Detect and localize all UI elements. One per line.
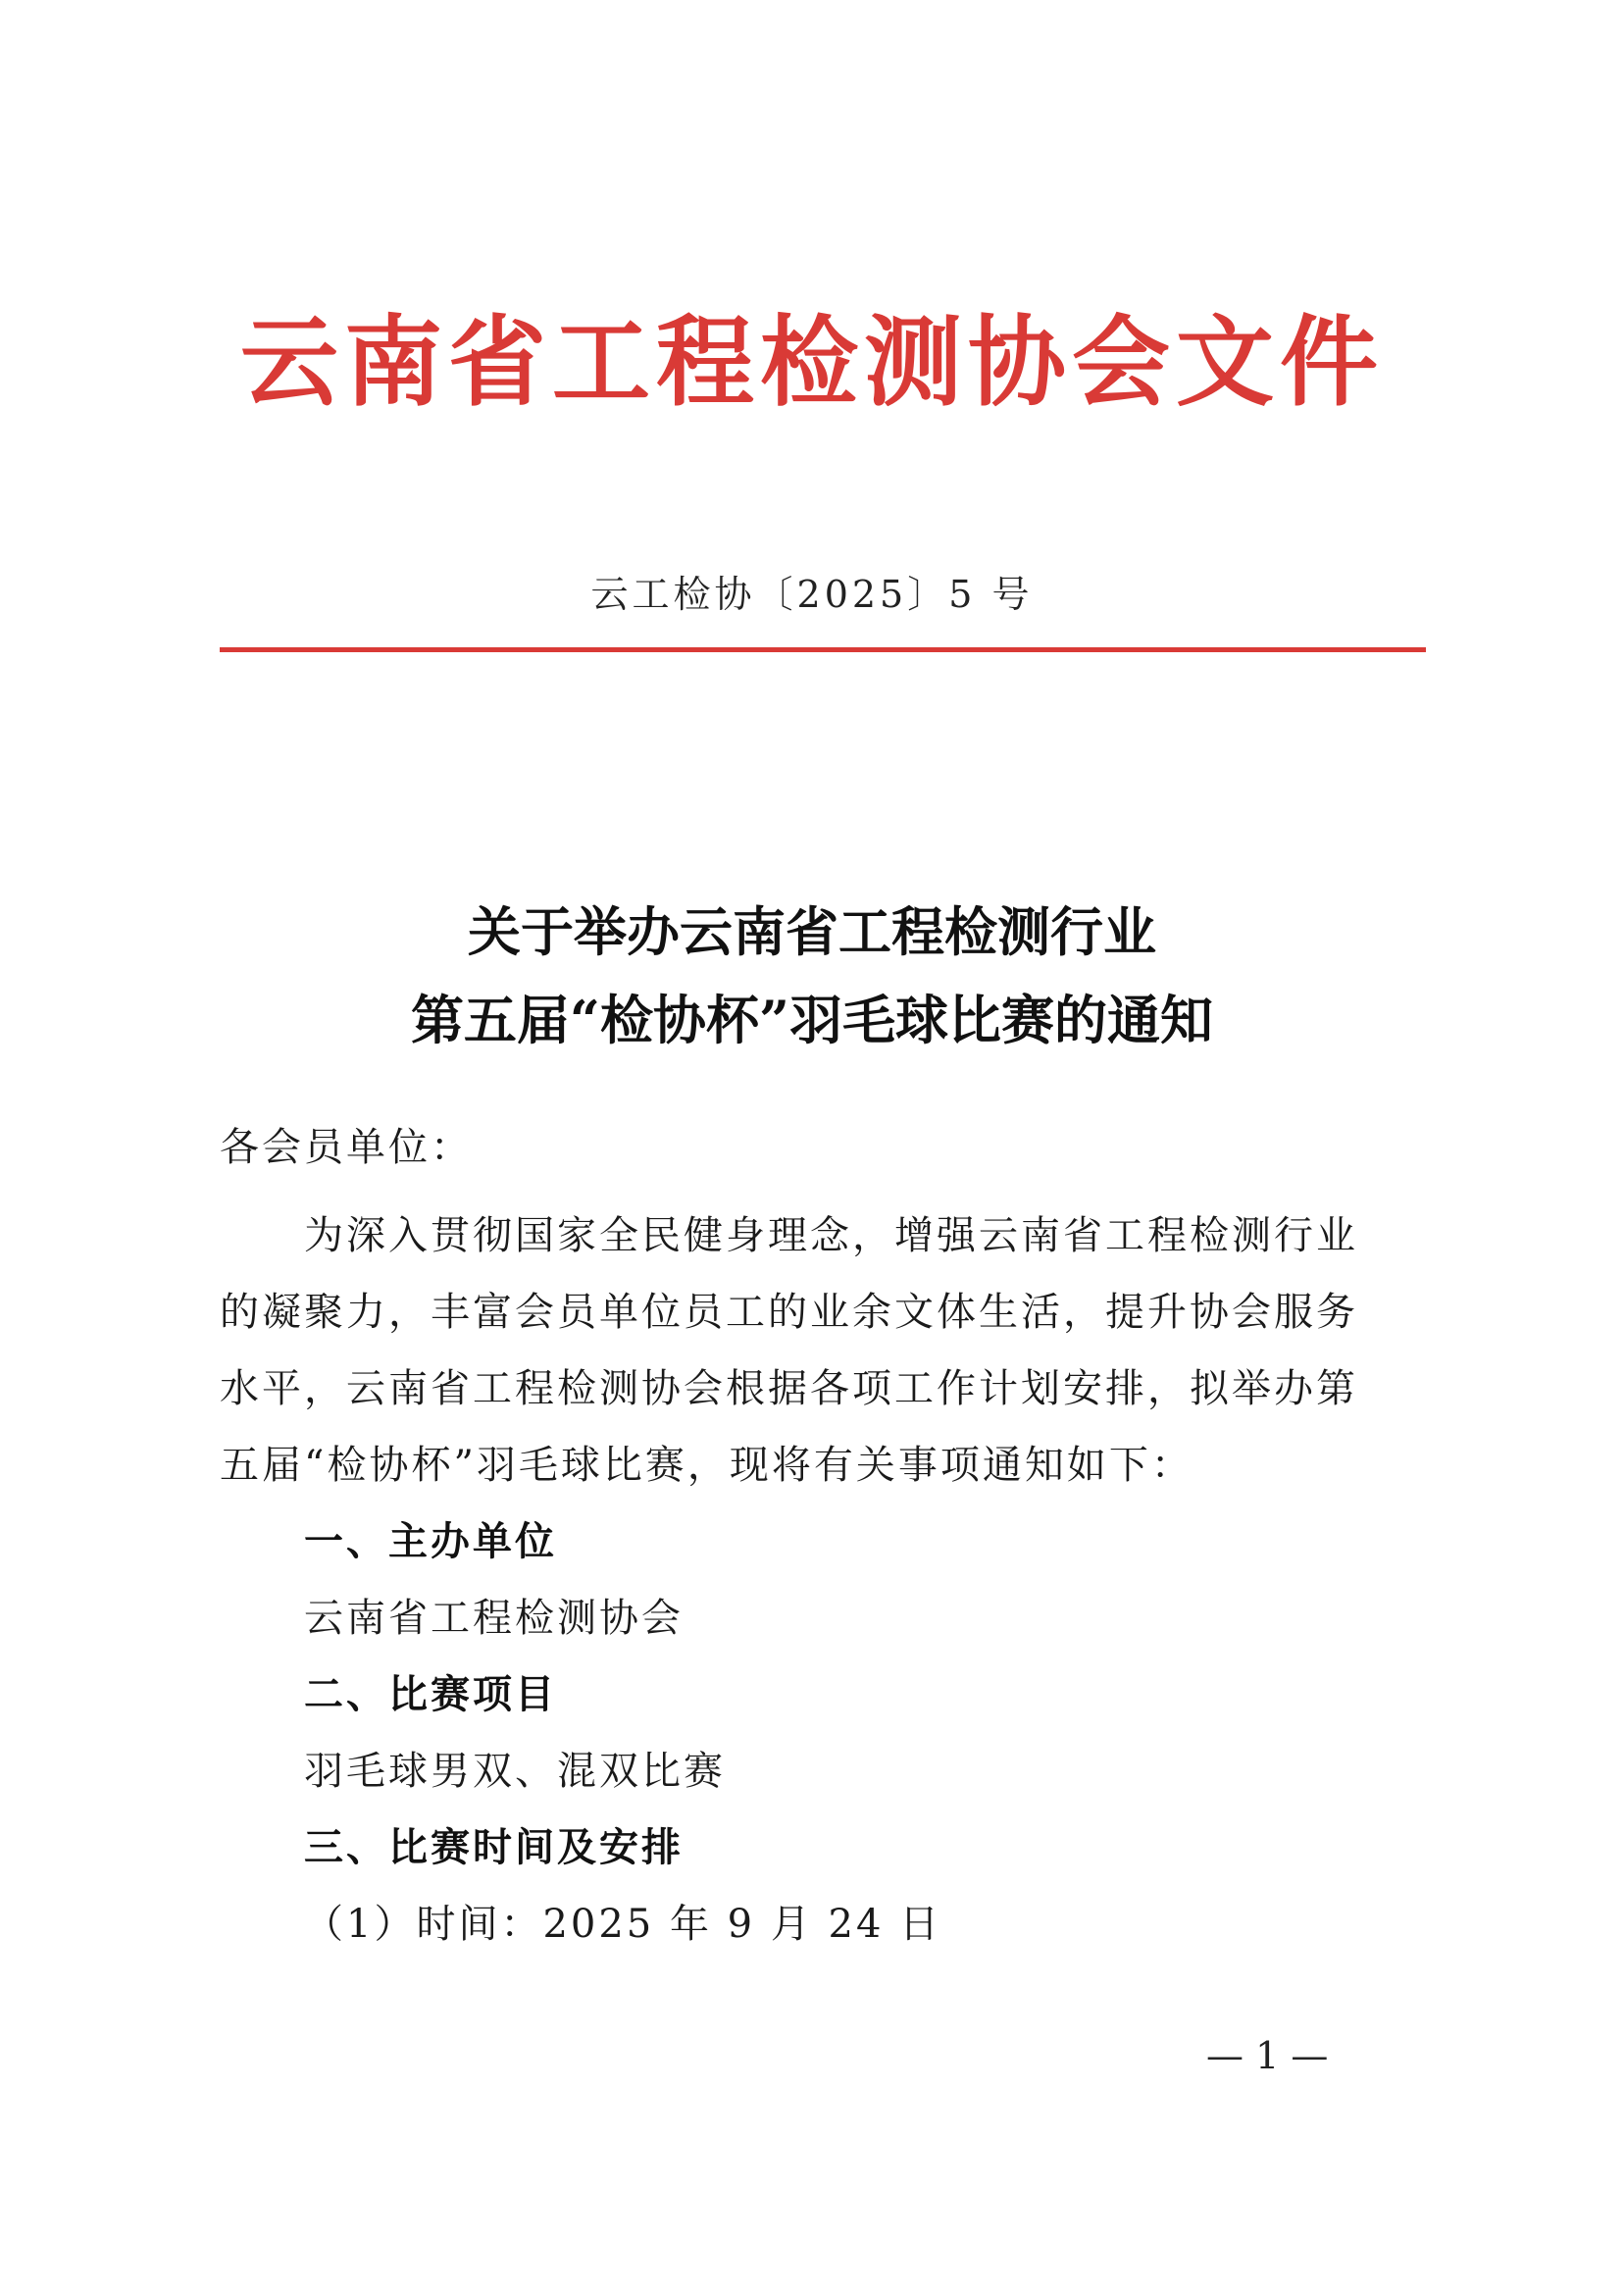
page-number: — 1 —: [1206, 2034, 1329, 2077]
section-content-events: 羽毛球男双、混双比赛: [304, 1749, 726, 1794]
notice-title-line-1: 关于举办云南省工程检测行业: [468, 900, 1156, 963]
masthead-title: 云南省工程检测协会文件: [240, 305, 1384, 420]
section-heading-schedule: 三、比赛时间及安排: [304, 1825, 684, 1870]
notice-title-line-2: 第五届“检协杯”羽毛球比赛的通知: [410, 989, 1214, 1051]
notice-title: [0, 888, 1624, 1064]
intro-line-2: 的凝聚力，丰富会员单位员工的业余文体生活，提升协会服务: [220, 1290, 1358, 1335]
document-number: 云工检协〔2025〕5 号: [590, 573, 1034, 616]
section-heading-organizer: 一、主办单位: [304, 1519, 557, 1564]
section-heading-events: 二、比赛项目: [304, 1672, 557, 1717]
red-divider-line: [220, 647, 1426, 652]
intro-line-1: 为深入贯彻国家全民健身理念，增强云南省工程检测行业: [304, 1213, 1358, 1258]
intro-line-4: 五届“检协杯”羽毛球比赛，现将有关事项通知如下：: [220, 1443, 1193, 1488]
salutation: 各会员单位：: [220, 1125, 473, 1170]
section-content-schedule: （1）时间：2025 年 9 月 24 日: [304, 1902, 942, 1947]
section-content-organizer: 云南省工程检测协会: [304, 1596, 684, 1641]
intro-line-3: 水平，云南省工程检测协会根据各项工作计划安排，拟举办第: [220, 1366, 1358, 1411]
